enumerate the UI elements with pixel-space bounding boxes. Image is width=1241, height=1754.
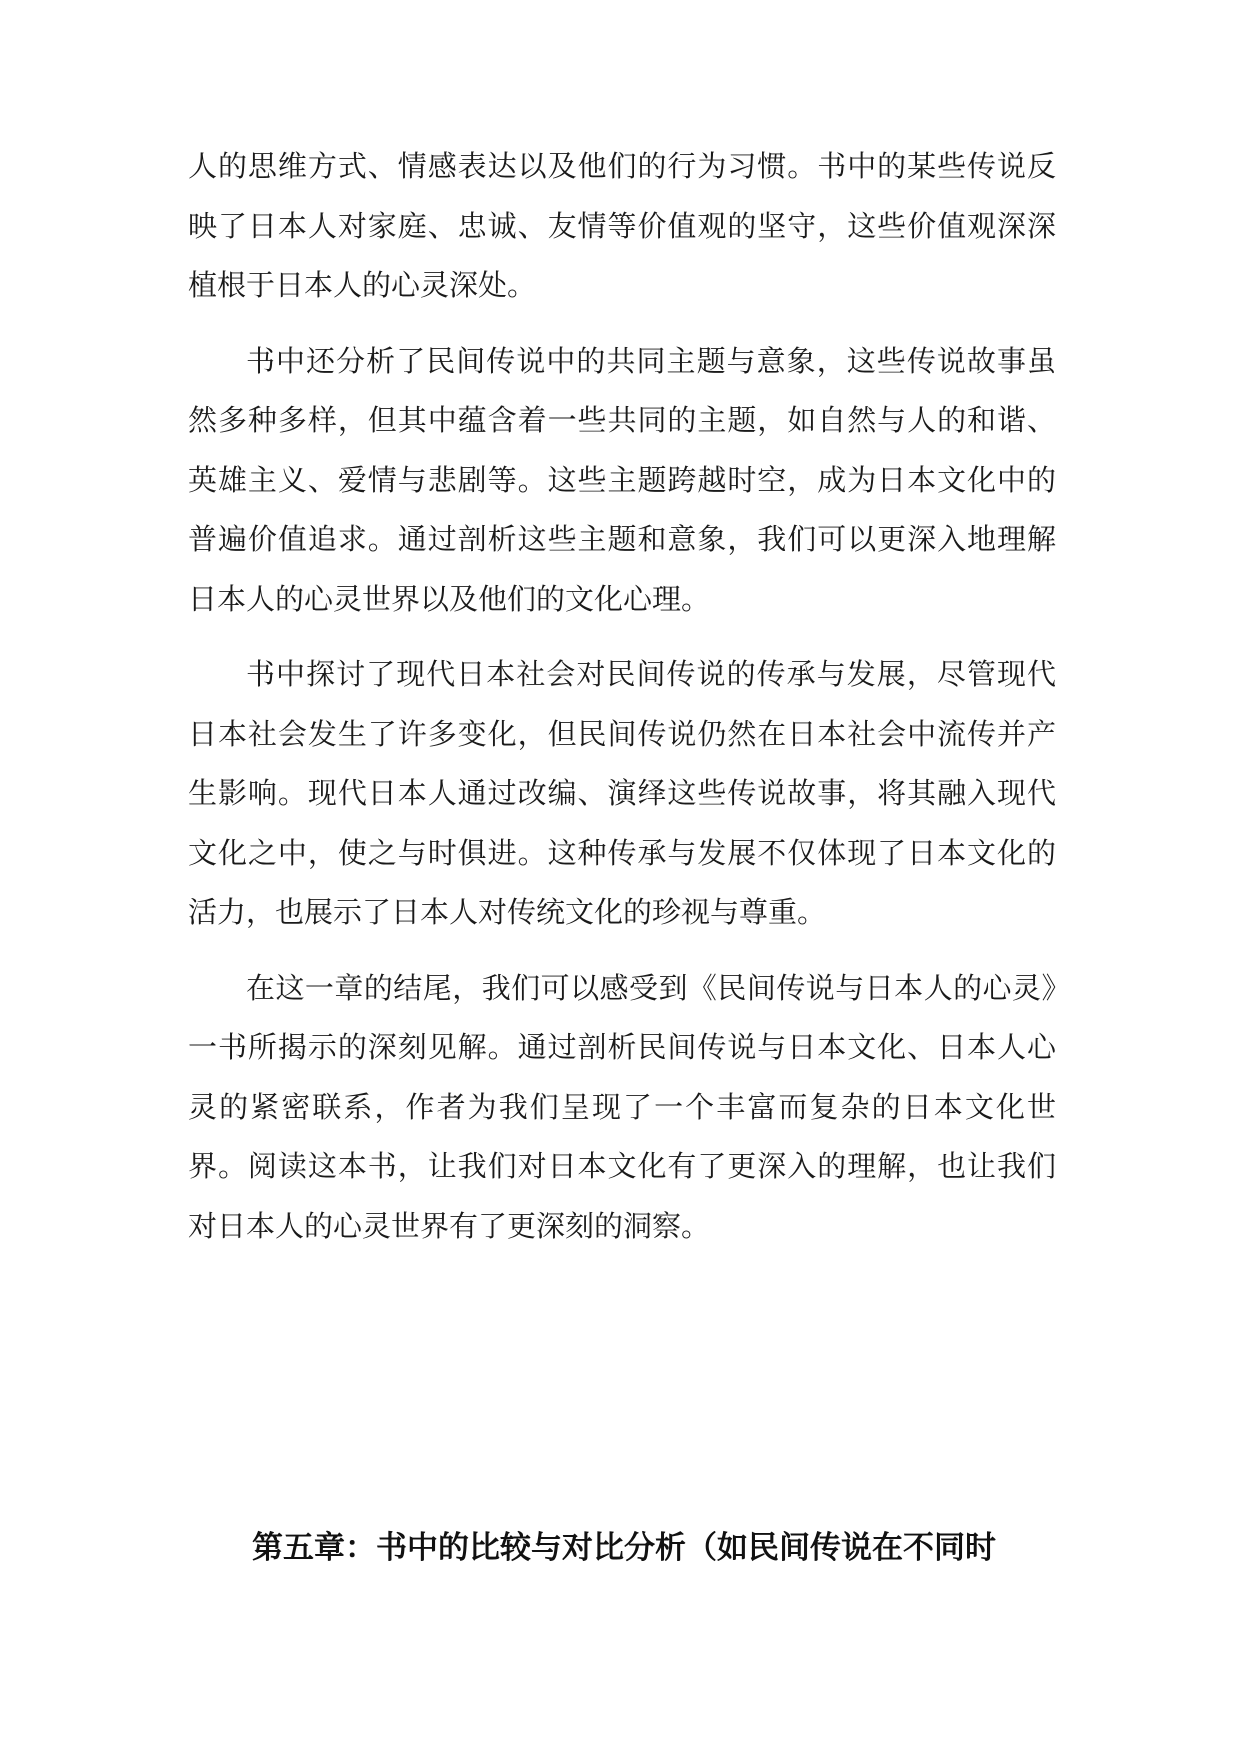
paragraph-1: 人的思维方式、情感表达以及他们的行为习惯。书中的某些传说反映了日本人对家庭、忠诚、友情等价值观的坚守，这些价值观深深植根于日本人的心灵深处。: [188, 149, 1056, 302]
body-text: [188, 137, 1056, 1272]
paragraph-2: 书中还分析了民间传说中的共同主题与意象，这些传说故事虽然多种多样，但其中蕴含着一些共同的主题，如自然与人的和谐、英雄主义、爱情与悲剧等。这些主题跨越时空，成为日本文化中的普遍价值追求。通过剖析这些主题和意象，我们可以更深入地理解日本人的心灵世界以及他们的文化心理。: [188, 343, 1056, 616]
paragraph-4: 在这一章的结尾，我们可以感受到《民间传说与日本人的心灵》一书所揭示的深刻见解。通过剖析民间传说与日本文化、日本人心灵的紧密联系，作者为我们呈现了一个丰富而复杂的日本文化世界。阅读这本书，让我们对日本文化有了更深入的理解，也让我们对日本人的心灵世界有了更深刻的洞察。: [188, 970, 1056, 1243]
chapter-heading: 第五章：书中的比较与对比分析（如民间传说在不同时: [252, 1530, 996, 1566]
paragraph-3: 书中探讨了现代日本社会对民间传说的传承与发展，尽管现代日本社会发生了许多变化，但民间传说仍然在日本社会中流传并产生影响。现代日本人通过改编、演绎这些传说故事，将其融入现代文化之中，使之与时俱进。这种传承与发展不仅体现了日本文化的活力，也展示了日本人对传统文化的珍视与尊重。: [188, 657, 1056, 929]
